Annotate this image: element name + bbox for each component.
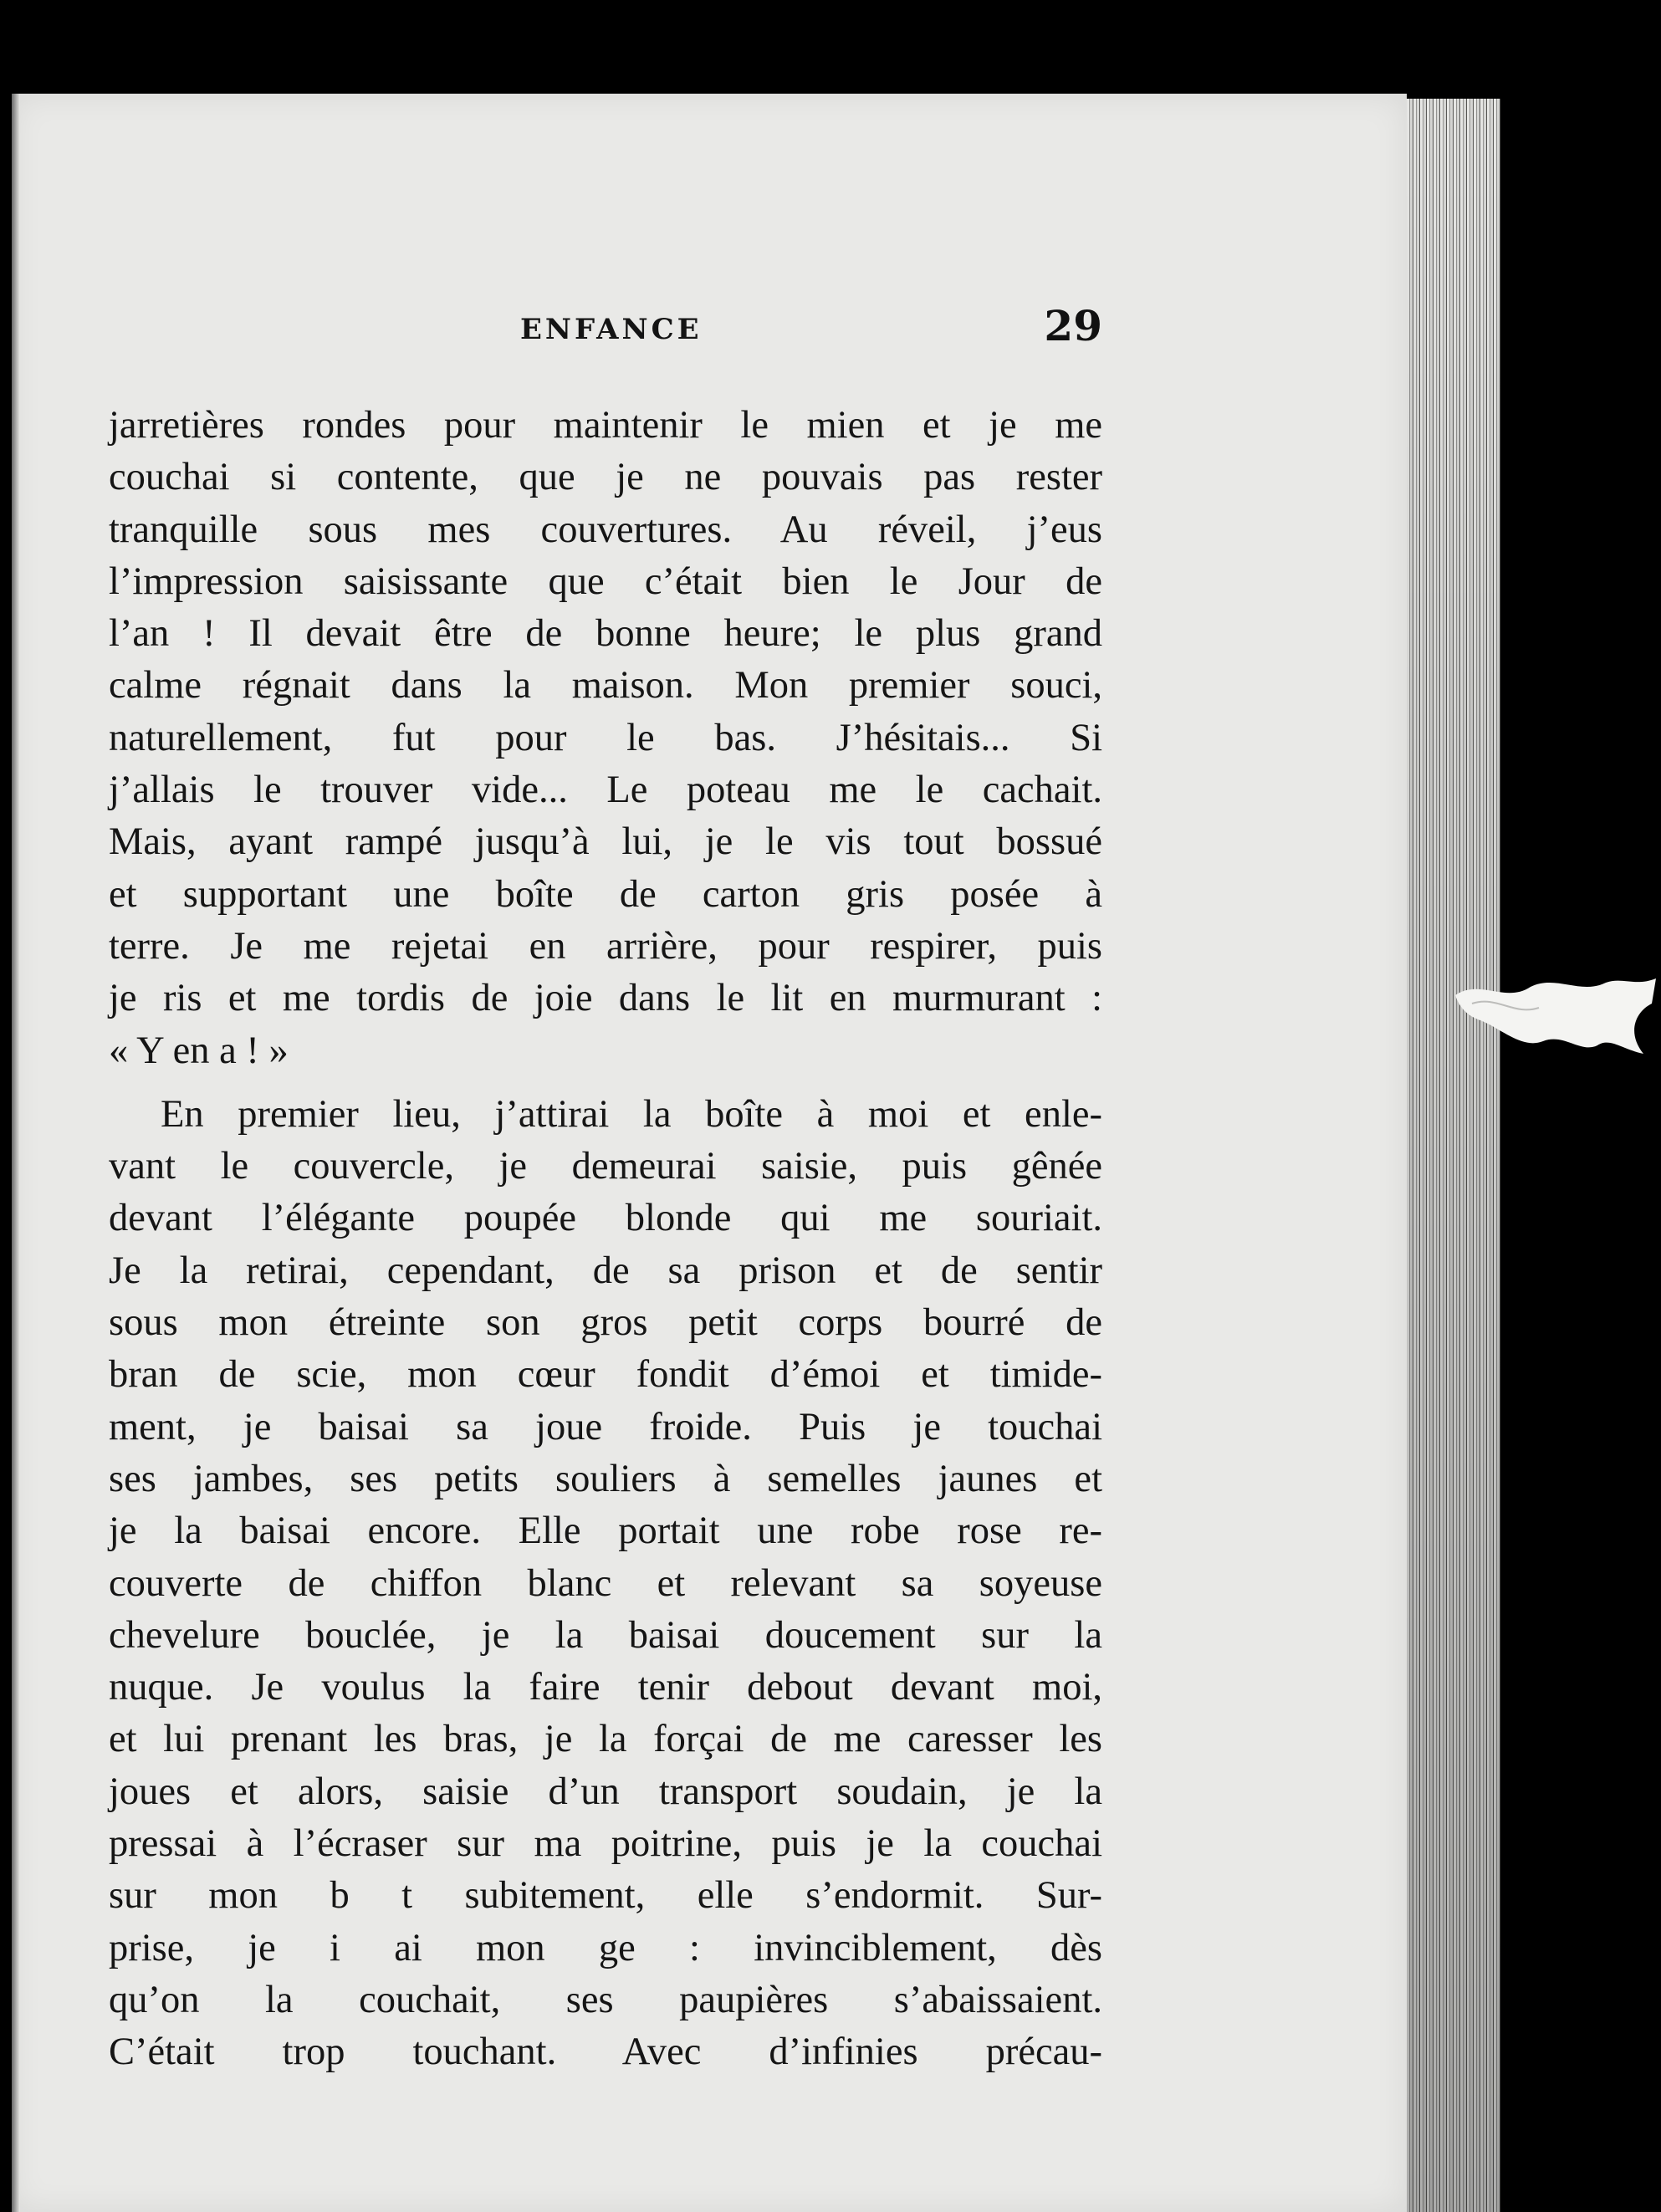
- text-line: C’était trop touchant. Avec d’infinies précau-: [109, 2031, 1102, 2074]
- text-line: l’impression saisissante que c’était bien le Jour de: [109, 559, 1102, 603]
- text-line: je la baisai encore. Elle portait une robe rose re-: [109, 1510, 1102, 1553]
- text-line: et lui prenant les bras, je la forçai de me caresser les: [109, 1718, 1102, 1761]
- text-line: « Y en a ! »: [109, 1029, 289, 1072]
- page-gutter-edge: [12, 94, 20, 2212]
- text-line: vant le couvercle, je demeurai saisie, puis gênée: [109, 1145, 1102, 1188]
- paragraph-1: [109, 400, 1102, 1077]
- text-line: Mais, ayant rampé jusqu’à lui, je le vis tout bossué: [109, 820, 1102, 864]
- text-line: tranquille sous mes couvertures. Au réveil, j’eus: [109, 508, 1102, 551]
- text-line: Je la retirai, cependant, de sa prison et de sentir: [109, 1249, 1102, 1292]
- paragraph-2: [109, 1089, 1102, 2079]
- page-number: 29: [1044, 301, 1102, 350]
- text-line: devant l’élégante poupée blonde qui me souriait.: [109, 1197, 1102, 1240]
- text-line: ment, je baisai sa joue froide. Puis je touchai: [109, 1405, 1102, 1448]
- text-line: j’allais le trouver vide... Le poteau me le cachait.: [109, 769, 1102, 812]
- text-line: je ris et me tordis de joie dans le lit en murmurant :: [109, 977, 1102, 1020]
- text-line: et supportant une boîte de carton gris posée à: [109, 872, 1102, 916]
- paragraph-gap: [109, 1077, 1102, 1089]
- text-line: naturellement, fut pour le bas. J’hésitais... Si: [109, 716, 1102, 759]
- text-line: prise, je i ai mon ge : invinciblement, dès: [109, 1926, 1102, 1969]
- text-line: jarretières rondes pour maintenir le mien et je me: [109, 404, 1102, 447]
- text-line: nuque. Je voulus la faire tenir debout devant moi,: [109, 1666, 1102, 1709]
- text-line: couchai si contente, que je ne pouvais pas rester: [109, 456, 1102, 499]
- running-head: [109, 301, 1102, 360]
- text-line: qu’on la couchait, ses paupières s’abaissaient.: [109, 1978, 1102, 2021]
- text-line: sur mon b t subitement, elle s’endormit. Sur-: [109, 1874, 1102, 1918]
- text-line: chevelure bouclée, je la baisai doucement sur la: [109, 1613, 1102, 1657]
- text-line: ses jambes, ses petits souliers à semelles jaunes et: [109, 1457, 1102, 1500]
- body-text: [109, 400, 1102, 2079]
- text-line: sous mon étreinte son gros petit corps bourré de: [109, 1301, 1102, 1345]
- text-line: couverte de chiffon blanc et relevant sa soyeuse: [109, 1561, 1102, 1605]
- text-line: En premier lieu, j’attirai la boîte à moi et enle-: [161, 1092, 1102, 1136]
- torn-paper-fragment: [1455, 970, 1656, 1070]
- text-line: l’an ! Il devait être de bonne heure; le plus grand: [109, 612, 1102, 656]
- text-line: bran de scie, mon cœur fondit d’émoi et timide-: [109, 1353, 1102, 1397]
- text-line: calme régnait dans la maison. Mon premier souci,: [109, 664, 1102, 708]
- text-line: joues et alors, saisie d’un transport soudain, je la: [109, 1770, 1102, 1813]
- text-line: pressai à l’écraser sur ma poitrine, puis je la couchai: [109, 1822, 1102, 1866]
- running-title: ENFANCE: [520, 313, 703, 346]
- page-edges-shade: [1407, 99, 1500, 2212]
- text-line: terre. Je me rejetai en arrière, pour respirer, puis: [109, 924, 1102, 968]
